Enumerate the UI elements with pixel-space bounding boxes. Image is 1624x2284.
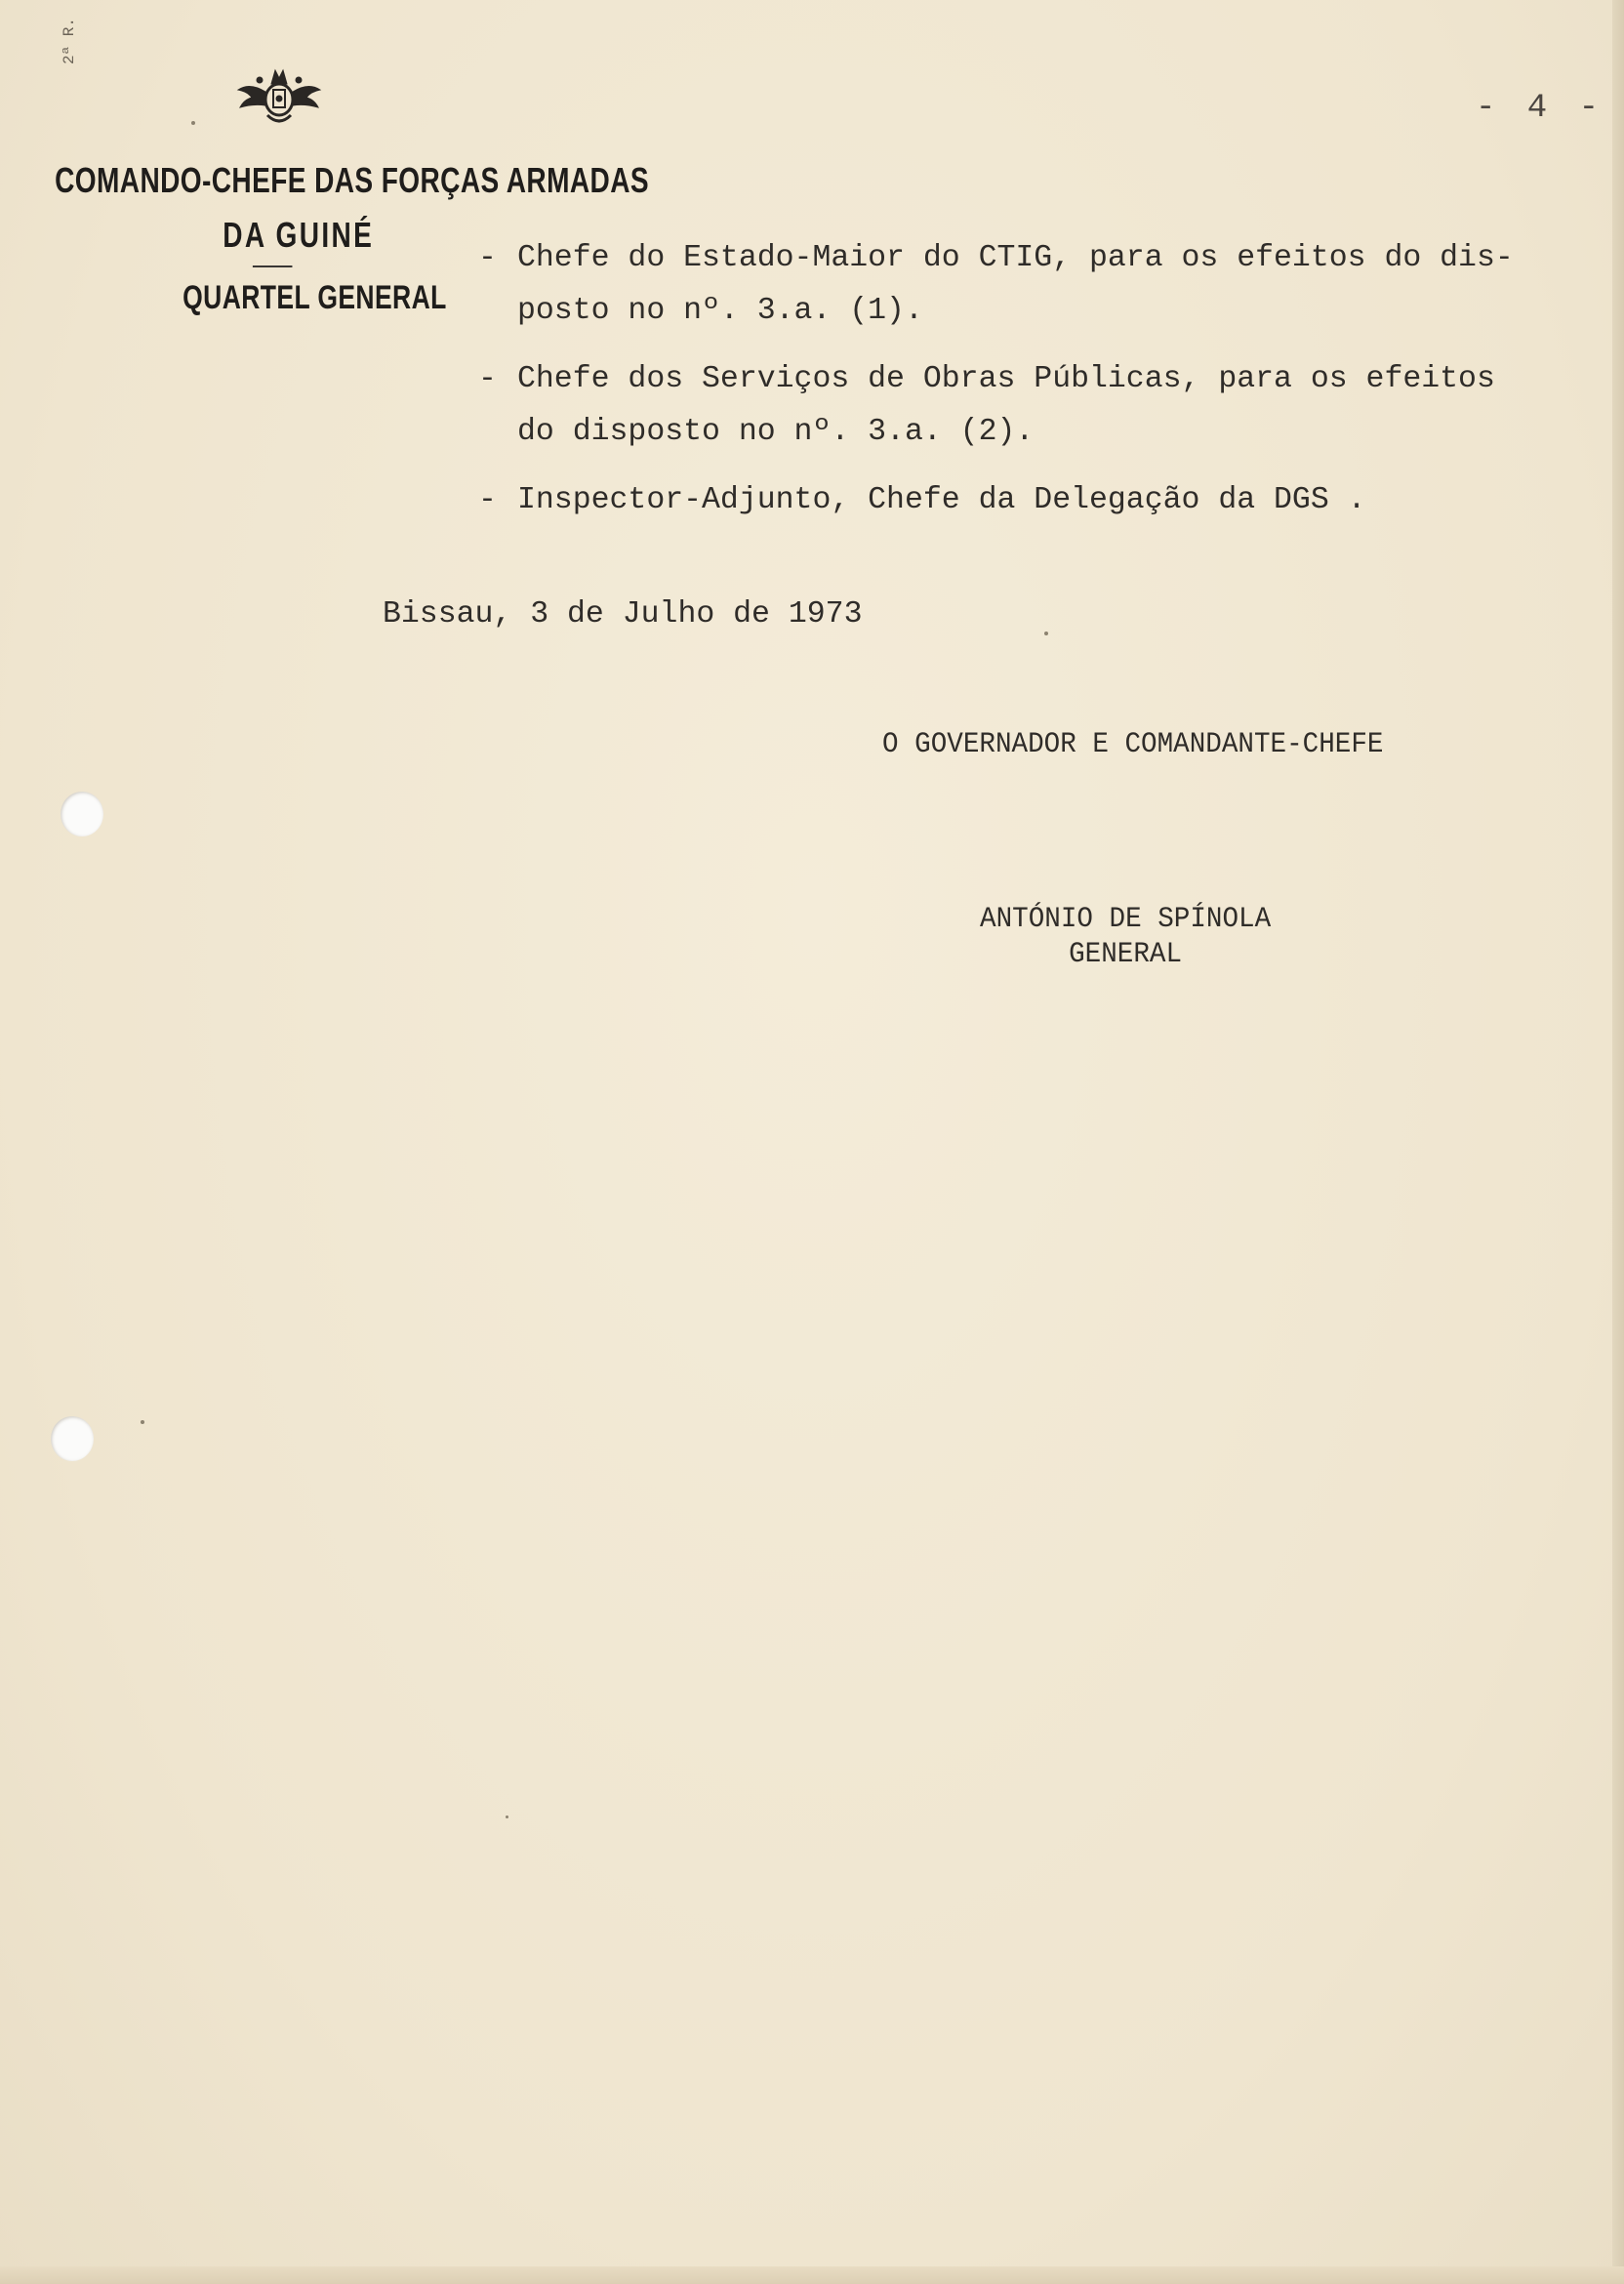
place-and-date: Bissau, 3 de Julho de 1973 [383,597,863,632]
list-item [478,353,1581,459]
signatory-block [980,902,1271,972]
punch-hole [61,792,103,836]
page-edge-bottom [0,2266,1624,2284]
coat-of-arms-icon [230,62,328,131]
list-bullet: - [478,241,497,275]
list-item-line: Chefe dos Serviços de Obras Públicas, para os efeitos [517,362,1495,396]
list-item-line: Chefe do Estado-Maior do CTIG, para os efeitos do dis- [517,241,1514,275]
letterhead [55,160,650,317]
signature-title: O GOVERNADOR E COMANDANTE-CHEFE [882,728,1384,761]
list-item-line: do disposto no nº. 3.a. (2). [517,415,1035,449]
page-number: - 4 - [1476,90,1605,127]
distribution-list [478,232,1581,543]
letterhead-region: DA GUINÉ [223,215,375,255]
letterhead-command: COMANDO-CHEFE DAS FORÇAS ARMADAS [55,160,650,200]
paper-speck [506,1815,508,1818]
letterhead-divider [253,265,293,267]
letterhead-headquarters: QUARTEL GENERAL [183,279,447,316]
signatory-rank: GENERAL [1069,938,1183,971]
punch-hole [51,1416,94,1461]
paper-speck [1044,632,1048,635]
list-item [478,232,1581,338]
margin-annotation: 2ª R. [61,17,78,64]
paper-speck [191,121,195,125]
list-item-line: posto no nº. 3.a. (1). [517,294,923,328]
list-item [478,474,1581,527]
list-bullet: - [478,362,497,396]
list-bullet: - [478,483,497,517]
page-edge-right [1612,0,1624,2284]
paper-speck [141,1420,144,1424]
list-item-line: Inspector-Adjunto, Chefe da Delegação da DGS . [517,483,1366,517]
signatory-name: ANTÓNIO DE SPÍNOLA [980,903,1272,936]
